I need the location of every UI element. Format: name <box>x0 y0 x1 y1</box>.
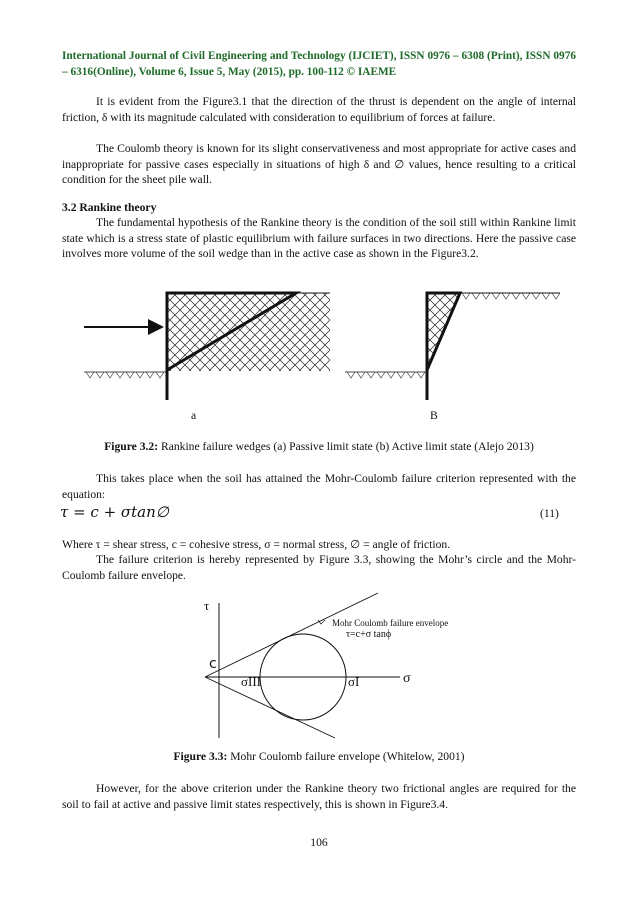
active-surface-hatch <box>462 293 560 299</box>
paragraph-rankine-hypothesis: The fundamental hypothesis of the Rankine theory is the condition of the soil still within Rankine limit state which is a stress state of plastic equilibrium with failure surfaces in two directions. Here the passive case involves more volume of the soil wedge than in the active case as shown in the Figure3.2. <box>62 216 576 261</box>
paragraph-mohr-coulomb-criterion: This takes place when the soil has attained the Mohr-Coulomb failure criterion represented with the equation: <box>62 472 576 501</box>
page-number: 106 <box>310 836 328 849</box>
cohesion-label: c <box>209 656 217 672</box>
figure-label-a: a <box>191 409 197 422</box>
figure-3-3-caption-label: Figure 3.3: <box>173 750 228 763</box>
passive-ground-hatch <box>86 372 164 378</box>
figure-3-2-caption-text: Rankine failure wedges (a) Passive limit state (b) Active limit state (Alejo 2013) <box>158 440 534 453</box>
figure-3-2-caption <box>0 440 638 453</box>
section-heading-rankine: 3.2 Rankine theory <box>62 201 157 214</box>
lower-failure-envelope <box>205 677 335 738</box>
paragraph-symbol-definitions: Where τ = shear stress, c = cohesive stress, σ = normal stress, ∅ = angle of friction. <box>62 538 451 551</box>
passive-soil-hatch <box>167 293 330 371</box>
passive-wedge-diagram <box>84 293 330 400</box>
figure-3-3-caption <box>0 750 638 763</box>
equation-number: (11) <box>540 507 559 520</box>
envelope-label: Mohr Coulomb failure envelope <box>332 618 449 628</box>
equation-11: τ = c + σtan∅ <box>60 503 169 521</box>
sigma-axis-label: σ <box>403 671 411 686</box>
paragraph-coulomb-theory: The Coulomb theory is known for its slight conservativeness and most appropriate for active cases and inappropriate for passive cases especially in situations of high δ and ∅ values, hence resulting to a critical condition for the sheet pile wall. <box>62 142 576 187</box>
active-ground-hatch <box>347 372 425 378</box>
paragraph-thrust-direction: It is evident from the Figure3.1 that the direction of the thrust is dependent on the angle of internal friction, δ with its magnitude calculated with consideration to equilibrium of forces at failure. <box>62 95 576 124</box>
paragraph-two-frictional-angles: However, for the above criterion under the Rankine theory two frictional angles are required for the soil to fail at active and passive limit states respectively, this is shown in Figure3.4. <box>62 782 576 811</box>
paragraph-failure-criterion: The failure criterion is hereby represented by Figure 3.3, showing the Mohr’s circle and the Mohr-Coulomb failure envelope. <box>62 553 576 582</box>
sigma-i-label: σI <box>348 674 360 689</box>
journal-header: International Journal of Civil Engineering and Technology (IJCIET), ISSN 0976 – 6308 (Print), ISSN 0976 – 6316(Online), Volume 6, Issue 5, May (2015), pp. 100-112 © IAEME <box>62 50 576 78</box>
active-wedge-diagram <box>345 293 560 400</box>
envelope-equation: τ=c+σ tanϕ <box>346 629 392 640</box>
figure-label-b: B <box>430 409 438 422</box>
figure-3-2-caption-label: Figure 3.2: <box>104 440 159 453</box>
figure-3-3-mohr-coulomb <box>205 593 400 738</box>
figure-3-3-caption-text: Mohr Coulomb failure envelope (Whitelow, 2001) <box>227 750 465 763</box>
tau-axis-label: τ <box>204 598 210 613</box>
sigma-iii-label: σIII <box>241 674 261 689</box>
